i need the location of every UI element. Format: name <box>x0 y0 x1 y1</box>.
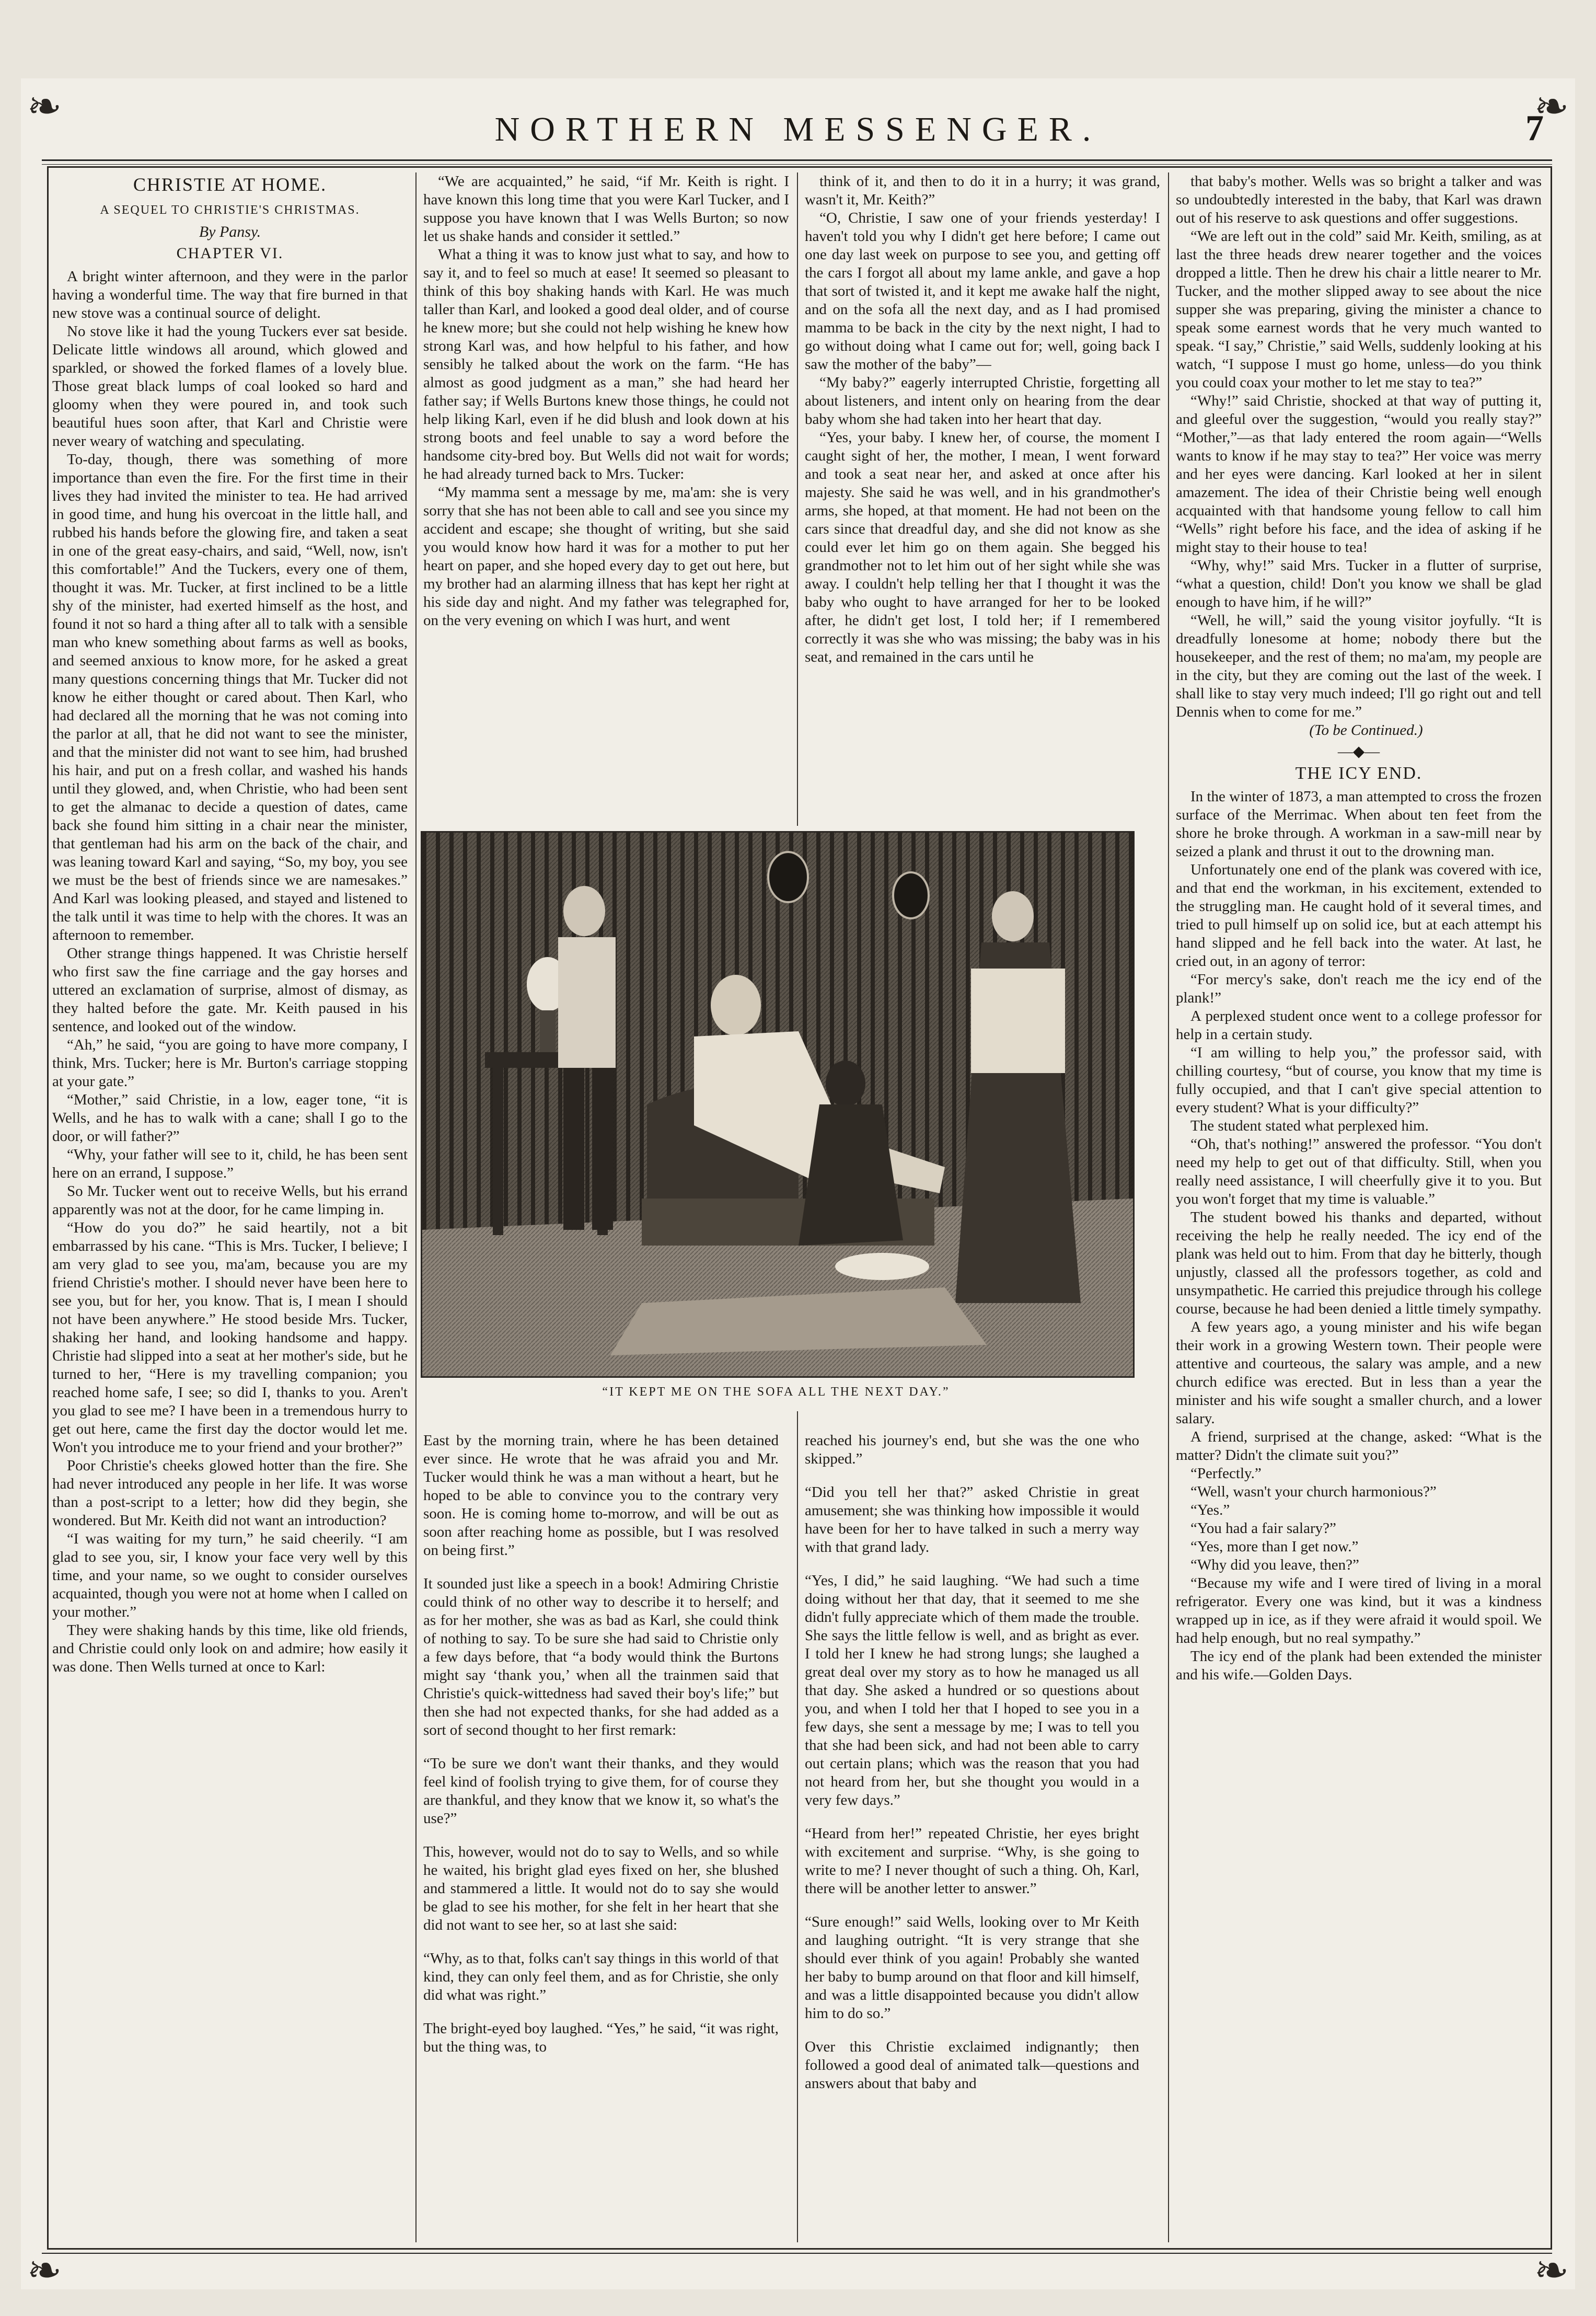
basin-icon <box>835 1253 929 1280</box>
paragraph: “Perfectly.” <box>1190 1465 1262 1482</box>
paragraph: think of it, and then to do it in a hurry; it was grand, wasn't it, Mr. Keith?” <box>805 173 1160 208</box>
paragraph: Poor Christie's cheeks glowed hotter than the fire. She had never introduced any people in her life. It was worse than a post-script to a letter; how did they begin, she wondered. But Mr. Keith did not want an introduction? <box>52 1457 408 1529</box>
paragraph: Other strange things happened. It was Christie herself who first saw the fine carriage and the gay horses and uttered an exclamation of surprise, almost of dismay, as they halted before the gate. Mr. Keith paused in his sentence, and looked out of the window. <box>52 945 408 1035</box>
story-byline: By Pansy. <box>199 223 261 240</box>
bottom-col3-paragraphs <box>805 1432 1139 2093</box>
paragraph: “Why, why!” said Mrs. Tucker in a flutter of surprise, “what a question, child! Don't you know we shall be glad enough to have him, if he will?” <box>1176 557 1542 610</box>
paragraph: “My mamma sent a message by me, ma'am: she is very sorry that she has not been able to call and see you since my accident and escape; she thought of writing, but she said you would know how hard it was for a mother to put her heart on paper, and she hoped every day to get out here, but my brother had an alarming illness that has kept her right at his side day and night. And my father was telegraphed for, on the very evening on which I was hurt, and went <box>423 484 789 629</box>
story-column-1 <box>52 172 408 1676</box>
ornament-top-right-icon: ❧ <box>1534 84 1569 130</box>
icy-end-title: THE ICY END. <box>1295 764 1422 783</box>
bottom-rule <box>42 2253 1552 2256</box>
engraving-scene <box>422 833 1133 1376</box>
paragraph: “We are acquainted,” he said, “if Mr. Keith is right. I have known this long time that you were Karl Tucker, and I suppose you have known that I was Wells Burton; so now let us shake hands and consider it settled.” <box>423 173 789 245</box>
paragraph: “Oh, that's nothing!” answered the professor. “You don't need my help to get out of that difficulty. Still, when you really need assistance, I will cheerfully give it to you. But you won't forget that my time is valuable.” <box>1176 1136 1542 1207</box>
paragraph: To-day, though, there was something of more importance than even the fire. For the first time in their lives they had invited the minister to tea. He had arrived in good time, and hung his overcoat in the little hall, and rubbed his hands before the glowing fire, and taken a seat in one of the great easy-chairs, and said, “Well, now, isn't this comfortable!” And the Tuckers, every one of them, thought it was. Mr. Tucker, at first inclined to be a little shy of the minister, had exerted himself as the host, and found it not so hard a thing after all to talk with a sensible man who knew something about farms as well as books, and seemed anxious to know more, for he asked a great many questions concerning things that Mr. Tucker did not know he either thought or cared about. Then Karl, who had declared all the morning that he was not coming into the parlor at all, that he did not want to see the minister, and that the minister did not want to see him, had brushed his hair, and put on a fresh collar, and washed his hands until they glowed, and, when Christie, who had been sent to get the almanac to decide a question of dates, came back she found him sitting in a chair near the minister, that gentleman had his arm on the back of the chair, and was leaning toward Karl and saying, “So, my boy, you see we must be the best of friends since we are namesakes.” And Karl was looking pleased, and stayed and listened to the talk until it was time to help with the chores. It was an afternoon to remember. <box>52 451 408 943</box>
to-be-continued: (To be Continued.) <box>1309 722 1423 739</box>
illustration-engraving <box>421 831 1135 1378</box>
paragraph: This, however, would not do to say to Wells, and so while he waited, his bright glad eyes fixed on her, she blushed and stammered a little. It would not do to say she would be glad to see his mother, for she felt in her heart that she did not want to see her, so at last she said: <box>423 1843 779 1933</box>
paragraph: Unfortunately one end of the plank was covered with ice, and that end the workman, in his excitement, extended to the struggling man. He caught hold of it several times, and tried to pull himself up on solid ice, but at each attempt his hand slipped and he fell back into the water. At last, he cried out, in an agony of terror: <box>1176 861 1542 970</box>
paragraph: East by the morning train, where he has been detained ever since. He wrote that he was afraid you and Mr. Tucker would think he was a man without a heart, but he hoped to be able to convince you to the contrary very soon. He is coming home to-morrow, and will be out as soon after reaching home as possible, but I was resolved on being first.” <box>423 1432 779 1559</box>
paragraph: “Yes, I did,” he said laughing. “We had such a time doing without her that day, that it seemed to me she didn't fully appreciate which of them made the trouble. She says the little fellow is well, and as bright as ever. I told her I knew he had strong lungs; she laughed a great deal over my story as to how he managed us all that day. She asked a hundred or so questions about you, and when I told her that I hoped to see you in a few days, she sent a message by me; I was to tell you that she had been sick, and had not been able to carry out certain plans; which was the reason that you had not heard from her, but she thought you would in a very few days.” <box>805 1572 1139 1808</box>
top-rule <box>42 159 1552 165</box>
paragraph: “For mercy's sake, don't reach me the icy end of the plank!” <box>1176 971 1542 1006</box>
paragraph: reached his journey's end, but she was the one who skipped.” <box>805 1432 1139 1467</box>
paragraph: “Yes.” <box>1190 1502 1230 1518</box>
col4-paragraphs <box>1176 172 1542 721</box>
story-column-2 <box>423 172 789 630</box>
ornament-top-left-icon: ❧ <box>27 84 62 130</box>
story-column-4 <box>1176 172 1542 1684</box>
paragraph: “Heard from her!” repeated Christie, her eyes bright with excitement and surprise. “Why, is she going to write to me? I never thought of such a thing. Oh, Karl, there will be another letter to answer.” <box>805 1825 1139 1897</box>
paragraph: “I was waiting for my turn,” he said cheerily. “I am glad to see you, sir, I know your face very well by this time, and your name, so we ought to consider ourselves acquainted, though you were not at home when I called on your mother.” <box>52 1530 408 1620</box>
paragraph: “Why, as to that, folks can't say things in this world of that kind, they can only feel them, and as for Christie, she only did what was right.” <box>423 1950 779 2003</box>
story-column-3-bottom <box>805 1416 1139 2108</box>
paragraph: that baby's mother. Wells was so bright a talker and was so undoubtedly interested in the baby, that Karl was drawn out of his reserve to ask questions and offer suggestions. <box>1176 173 1542 226</box>
column-divider <box>415 172 417 2242</box>
paragraph: A perplexed student once went to a college professor for help in a certain study. <box>1176 1008 1542 1043</box>
paragraph: “Because my wife and I were tired of living in a moral refrigerator. Every one was kind, but it was a kindness wrapped up in ice, as if they were afraid it would spoil. We had help enough, but no real sympathy.” <box>1176 1575 1542 1646</box>
illustration-caption: “IT KEPT ME ON THE SOFA ALL THE NEXT DAY.” <box>602 1385 950 1399</box>
paragraph: “We are left out in the cold” said Mr. Keith, smiling, as at last the three heads drew nearer together and the voices dropped a little. Then he drew his chair a little nearer to Mr. Tucker, and the mother slipped away to see about the nice supper she was preparing, giving the minister a chance to speak some earnest words that he very much wanted to speak. “I say,” Christie,” said Wells, suddenly looking at his watch, “I suppose I must go home, unless—do you think you could coax your mother to let me stay to tea?” <box>1176 228 1542 391</box>
paragraph: It sounded just like a speech in a book! Admiring Christie could think of no other way to describe it to herself; and as for her mother, she was as bad as Karl, she could think of nothing to say. To be sure she had said to Christie only a few days before, that “a body would think the Burtons might say ‘thank you,’ when all the trainmen said that Christie's quick-wittedness had saved their boy's life;” but then she had not expected thanks, for she had added as a sort of second thought to her first remark: <box>423 1575 779 1738</box>
paragraph: “Why, your father will see to it, child, he has been sent here on an errand, I suppose.” <box>52 1146 408 1181</box>
paragraph: They were shaking hands by this time, like old friends, and Christie could only look on and admire; how easily it was done. Then Wells turned at once to Karl: <box>52 1622 408 1675</box>
column-divider <box>797 172 798 826</box>
paragraph: “Yes, your baby. I knew her, of course, the moment I caught sight of her, the mother, I mean, I went forward and took a seat near her, and asked at once after his majesty. She said he was well, and in his grandmother's arms, she hoped, at that moment. He had not been on the cars since that dreadful day, and she did not know as she could ever let him go on them again. She begged his grandmother not to let him out of her sight while she was away. I couldn't help telling her that I thought it was the baby who ought to have arranged for her to be looked after, he didn't get lost, I told her; if I remembered correctly it was she who was missing; the baby was in his seat, and remained in the cars until he <box>805 429 1160 665</box>
paragraph: “I am willing to help you,” the professor said, with chilling courtesy, “but of course, you know that my time is fully occupied, and that I can't give special attention to every student? What is your difficulty?” <box>1176 1044 1542 1116</box>
paragraph: “Ah,” he said, “you are going to have more company, I think, Mrs. Tucker; here is Mr. Burton's carriage stopping at your gate.” <box>52 1036 408 1090</box>
paragraph: No stove like it had the young Tuckers ever sat beside. Delicate little windows all around, which glowed and sparkled, or showed the forked flames of a lovely blue. Those great black lumps of coal looked so hard and gloomy when they were poured in, and took such beautiful hues soon after, that Karl and Christie were never weary of watching and speculating. <box>52 323 408 450</box>
ornament-bottom-left-icon: ❧ <box>27 2248 62 2294</box>
story-column-2-bottom <box>423 1416 779 2071</box>
masthead-title: NORTHERN MESSENGER. <box>494 110 1102 148</box>
paragraph: “My baby?” eagerly interrupted Christie, forgetting all about listeners, and intent only on hearing from the dear baby whom she had taken into her heart that day. <box>805 374 1160 428</box>
paragraph: “Well, wasn't your church harmonious?” <box>1190 1483 1437 1500</box>
paragraph: Over this Christie exclaimed indignantly; then followed a good deal of animated talk—questions and answers about that baby and <box>805 2038 1139 2092</box>
bottom-col2-paragraphs <box>423 1432 779 2056</box>
paragraph: So Mr. Tucker went out to receive Wells, but his errand apparently was not at the door, for he came limping in. <box>52 1183 408 1218</box>
column-divider <box>1168 172 1169 2242</box>
paragraph: In the winter of 1873, a man attempted to cross the frozen surface of the Merrimac. When about ten feet from the shore he broke through. A workman in a saw-mill near by seized a plank and thrust it out to the drowning man. <box>1176 788 1542 860</box>
story-column-3 <box>805 172 1160 666</box>
paragraph: “Sure enough!” said Wells, looking over to Mr Keith and laughing outright. “It is very strange that she should ever think of you again! Probably she wanted her baby to bump around on that floor and kill himself, and was a little disappointed because you didn't allow him to do so.” <box>805 1914 1139 2022</box>
icy-end-paragraphs <box>1176 788 1542 1684</box>
paragraph: “To be sure we don't want their thanks, and they would feel kind of foolish trying to give them, for of course they are thankful, and they know that we know it, so what's the use?” <box>423 1755 779 1827</box>
paragraph: What a thing it was to know just what to say, and how to say it, and to feel so much at ease! It seemed so pleasant to think of this boy shaking hands with Karl. He was much taller than Karl, and looked a good deal older, and of course he knew more; but she could not help wishing he knew how strong Karl was, and how helpful to his father, and how sensibly he talked about the work on the farm. “He has almost as good judgment as a man,” she had heard her father say; if Wells Burtons knew those things, he could not help liking Karl, even if he did blush and look down at his strong boots and feel unable to say a word before the handsome city-bred boy. But Wells did not wait for words; he had already turned back to Mrs. Tucker: <box>423 246 789 482</box>
story-title: CHRISTIE AT HOME. <box>133 174 327 195</box>
paragraph: A friend, surprised at the change, asked: “What is the matter? Didn't the climate suit you?” <box>1176 1428 1542 1464</box>
paragraph: “How do you do?” he said heartily, not a bit embarrassed by his cane. “This is Mrs. Tucker, I believe; I am very glad to see you, ma'am, because you are my friend Christie's mother. I should never have been here to see you, but for her, you know. That is, I mean I should not have been anywhere.” He stood beside Mrs. Tucker, shaking her hand, and looking handsome and happy. Christie had slipped into a seat at her mother's side, but he turned to her, “Here is my travelling companion; you reached home safe, I see; so did I, thanks to you. Aren't you glad to see me? I have been in a tremendous hurry to get out here, came the first day the doctor would let me. Won't you introduce me to your friend and your brother?” <box>52 1219 408 1456</box>
paragraph: “Why!” said Christie, shocked at that way of putting it, and gleeful over the suggestion, “would you really stay?” “Mother,”—as that lady entered the room again—“Wells wants to know if he may stay to tea?” Her voice was merry and her eyes were dancing. Karl looked at her in silent amazement. The idea of their Christie being well enough acquainted with that handsome young fellow to call him “Wells” right before his face, and the idea of asking if he might stay to their house to tea! <box>1176 393 1542 556</box>
col2-paragraphs <box>423 172 789 630</box>
ornament-bottom-right-icon: ❧ <box>1534 2248 1569 2294</box>
story-subtitle: A SEQUEL TO CHRISTIE'S CHRISTMAS. <box>100 203 360 217</box>
story-chapter: CHAPTER VI. <box>176 245 284 262</box>
page-number: 7 <box>1525 108 1544 148</box>
masthead <box>21 110 1575 162</box>
paragraph: “O, Christie, I saw one of your friends yesterday! I haven't told you why I didn't get here before; I came out one day last week on purpose to see you, and getting off the cars I forgot all about my lame ankle, and gave a hop that sort of twisted it, and it kept me awake half the night, and on the sofa all the next day, and as I had promised mamma to be back in the city by the next night, I had to go without doing what I came out for; well, going back I saw the mother of the baby”— <box>805 210 1160 373</box>
paragraph: “Did you tell her that?” asked Christie in great amusement; she was thinking how impossible it would have been for her to have talked in such a merry way with that grand lady. <box>805 1484 1139 1555</box>
col1-paragraphs <box>52 268 408 1676</box>
paragraph: The student bowed his thanks and departed, without receiving the help he really needed. The icy end of the plank was held out to him. From that day he bitterly, though unjustly, classed all the professors together, as cold and unsympathetic. He carried this prejudice through his college course, because he had been denied a little timely sympathy. <box>1176 1209 1542 1317</box>
paragraph: The student stated what perplexed him. <box>1190 1117 1429 1134</box>
paragraph: The icy end of the plank had been extended the minister and his wife.—Golden Days. <box>1176 1648 1542 1683</box>
paragraph: A few years ago, a young minister and his wife began their work in a growing Western town. Their people were attentive and courteous, the salary was ample, and a new church edifice was erected. But in less than a year the minister and his wife sought a smaller church, and a lower salary. <box>1176 1319 1542 1427</box>
paragraph: “You had a fair salary?” <box>1190 1520 1336 1537</box>
paragraph: The bright-eyed boy laughed. “Yes,” he said, “it was right, but the thing was, to <box>423 2020 779 2055</box>
paragraph: A bright winter afternoon, and they were in the parlor having a wonderful time. The way that fire burned in that new stove was a continual source of delight. <box>52 268 408 321</box>
column-divider <box>797 1411 798 2242</box>
section-separator: —◆— <box>1337 743 1380 760</box>
paragraph: “Yes, more than I get now.” <box>1190 1538 1359 1555</box>
portrait-frame-icon <box>893 872 929 918</box>
paragraph: “Well, he will,” said the young visitor joyfully. “It is dreadfully lonesome at home; nobody there but the housekeeper, and the rest of them; no ma'am, my people are in the city, but they are coming out the last of the week. I shall like to stay very much indeed; I'll go right out and tell Dennis when to come for me.” <box>1176 612 1542 720</box>
portrait-frame-icon <box>768 852 808 902</box>
paragraph: “Why did you leave, then?” <box>1190 1557 1359 1573</box>
paragraph: “Mother,” said Christie, in a low, eager tone, “it is Wells, and he has to walk with a cane; shall I go to the door, or will father?” <box>52 1091 408 1145</box>
col3-paragraphs <box>805 172 1160 666</box>
